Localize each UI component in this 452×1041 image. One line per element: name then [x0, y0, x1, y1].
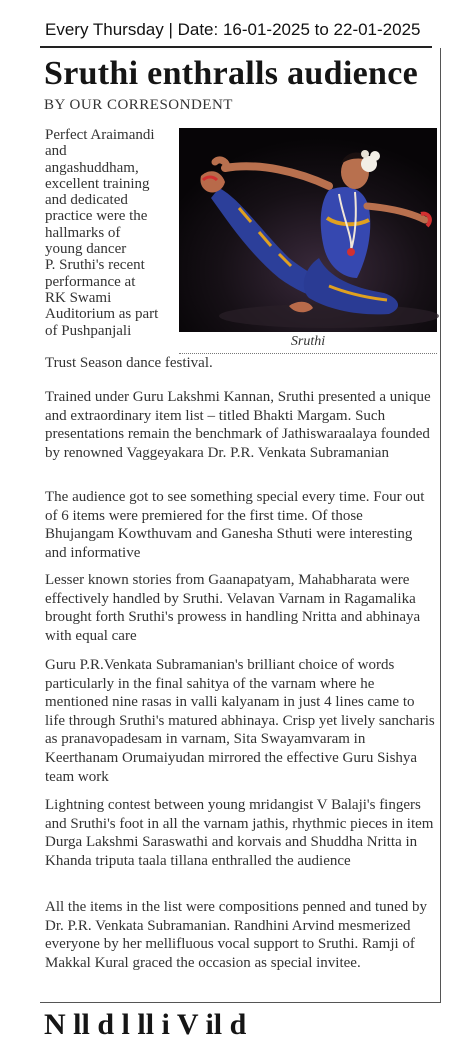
lead-line: RK Swami [45, 289, 112, 306]
next-article-headline [44, 1008, 444, 1041]
lead-line: Auditorium as part [45, 306, 159, 323]
lead-line: excellent training [45, 175, 150, 192]
lead-paragraph-tail: Trust Season dance festival. [45, 355, 213, 371]
lead-line: angashuddham, [45, 159, 139, 176]
lead-line: hallmarks of [45, 224, 121, 241]
article-paragraph: Lesser known stories from Gaanapatyam, Mahabharata were effectively handled by Sruthi. Velavan Varnam in Ragamalika brought forth Sruthi's prowess in handling Nritta and abhinaya with equal care [45, 572, 421, 644]
article-byline: BY OUR CORRESONDENT [44, 97, 233, 113]
article-paragraph: All the items in the list were compositions penned and tuned by Dr. P.R. Venkata Subramanian. Randhini Arvind mesmerized everyone by her mellifluous vocal support to Sruthi. Ramji of Makkal Kural graced the occasion as special invitee. [45, 899, 428, 971]
lead-line: and [45, 143, 67, 160]
lead-line: and dedicated [45, 192, 128, 209]
lead-line: Perfect Araimandi [45, 127, 155, 143]
article-paragraph: The audience got to see something special every time. Four out of 6 items were premiered for the first time. Of those Bhujangam Kowthuvam and Ganesha Sthuti were interesting and informative [45, 489, 425, 561]
lead-paragraph [45, 127, 180, 339]
dancer-illustration [179, 128, 437, 332]
article-paragraph: Guru P.R.Venkata Subramanian's brilliant choice of words particularly in the final sahitya of the varnam where he mentioned nine rasas in valli kalyanam in just 4 lines came to life through Sruthi's matured abhinaya. Crisp yet lively sancharis as pranavopadesam in varnam, Sita Swayamvaram in Keerthanam Orumaiyudan mirrored the effective Guru Sishya team work [45, 657, 435, 785]
lead-line: P. Sruthi's recent [45, 257, 145, 274]
photo-caption: Sruthi [179, 334, 437, 354]
masthead-dateline-bar [40, 18, 432, 48]
lead-line: practice were the [45, 208, 148, 225]
article-end-rule [40, 1002, 440, 1003]
next-headline-text: N ll d l ll i V il d [44, 1008, 247, 1041]
lead-line: young dancer [45, 241, 127, 258]
article-paragraph: Lightning contest between young mridangist V Balaji's fingers and Sruthi's foot in all the varnam jathis, rhythmic pieces in item Durga Lakshmi Saraswathi and korvais and Shuddha Nritta in Khanda triputa taala tillana enthralled the audience [45, 797, 434, 869]
column-rule [440, 48, 441, 1003]
dateline: Every Thursday | Date: 16-01-2025 to 22-01-2025 [45, 20, 421, 39]
article-headline: Sruthi enthralls audience [44, 55, 418, 92]
article-paragraph: Trained under Guru Lakshmi Kannan, Sruthi presented a unique and extraordinary item list – titled Bhakti Margam. Such presentations remain the benchmark of Jathiswaraalaya founded by renowned Vaggeyakara Dr. P.R. Venkata Subramanian [45, 389, 431, 461]
dancer-photo [179, 128, 437, 332]
lead-line: performance at [45, 273, 136, 290]
lead-line: of Pushpanjali [45, 322, 132, 339]
